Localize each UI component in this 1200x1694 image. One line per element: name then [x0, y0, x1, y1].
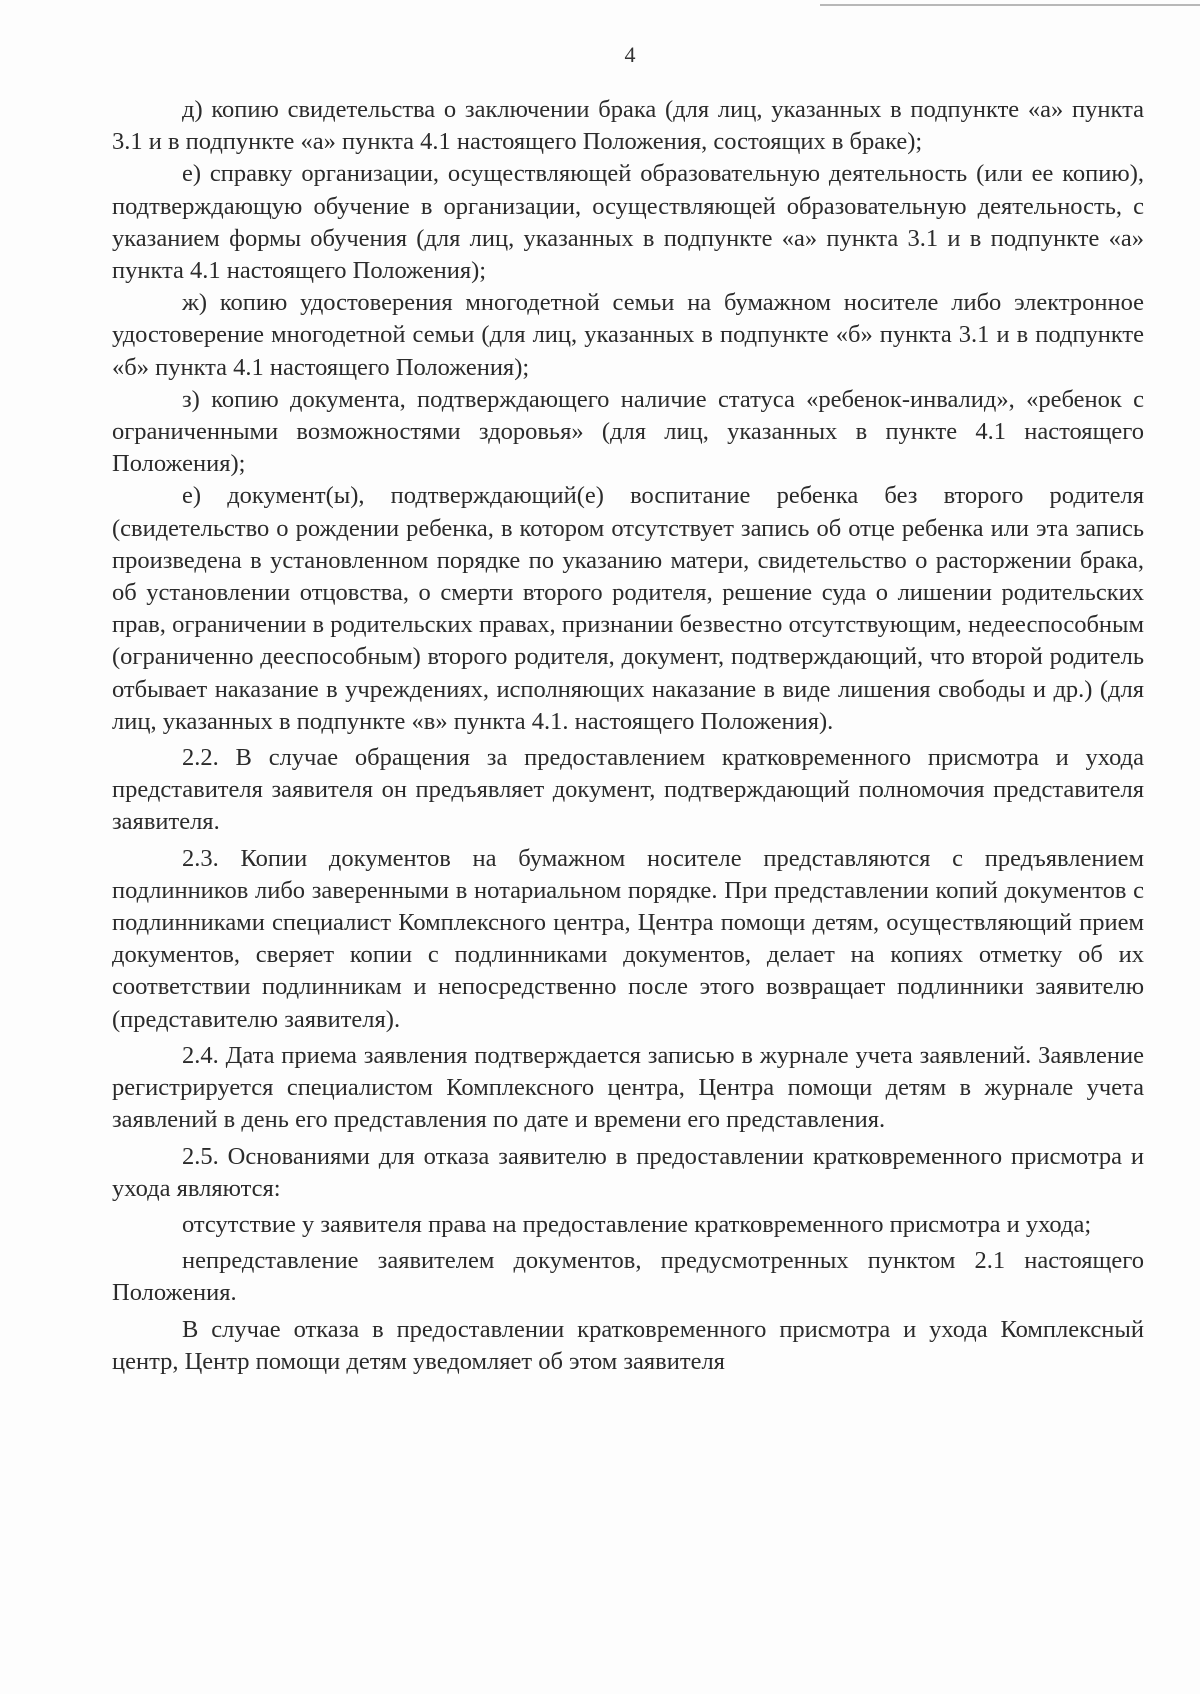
paragraph-2-5: 2.5. Основаниями для отказа заявителю в предоставлении кратковременного присмотра и ухода являются: [112, 1142, 1144, 1202]
paragraph-refusal-reason-1: отсутствие у заявителя права на предоставление кратковременного присмотра и ухода; [182, 1210, 1092, 1238]
paragraph-refusal-reason-2: непредставление заявителем документов, предусмотренных пунктом 2.1 настоящего Положения. [112, 1247, 1144, 1307]
page-number: 4 [624, 42, 636, 67]
paragraph-item-zh: ж) копию удостоверения многодетной семьи на бумажном носителе либо электронное удостоверение многодетной семьи (для лиц, указанных в подпункте «б» пункта 3.1 и в подпункте «б» пункта 4.1 настоящего Положения); [112, 289, 1144, 381]
paragraph-item-e-certificate: е) справку организации, осуществляющей образовательную деятельность (или ее копию), подтверждающую обучение в организации, осуществляющей образовательную деятельность, с указанием формы обучения (для лиц, указанных в подпункте «а» пункта 3.1 и в подпункте «а» пункта 4.1 настоящего Положения); [112, 160, 1144, 285]
paragraph-item-z: з) копию документа, подтверждающего наличие статуса «ребенок-инвалид», «ребенок с ограниченными возможностями здоровья» (для лиц, указанных в пункте 4.1 настоящего Положения); [112, 385, 1144, 478]
paragraph-2-3: 2.3. Копии документов на бумажном носителе представляются с предъявлением подлинников либо заверенными в нотариальном порядке. При представлении копий документов с подлинниками специалист Комплексного центра, Центра помощи детям, осуществляющий прием документов, сверяет копии с подлинниками документов, делает на копиях отметку об их соответствии подлинникам и непосредственно после этого возвращает подлинники заявителю (представителю заявителя). [112, 844, 1144, 1033]
top-border-line [820, 4, 1200, 6]
paragraph-refusal-notice: В случае отказа в предоставлении кратковременного присмотра и ухода Комплексный центр, Центр помощи детям уведомляет об этом заявителя [112, 1315, 1144, 1375]
paragraph-2-2: 2.2. В случае обращения за предоставлением кратковременного присмотра и ухода представителя заявителя он предъявляет документ, подтверждающий полномочия представителя заявителя. [112, 744, 1144, 836]
paragraph-item-e-documents: е) документ(ы), подтверждающий(е) воспитание ребенка без второго родителя (свидетельство о рождении ребенка, в котором отсутствует запись об отце ребенка или эта запись произведена в установленном порядке по указанию матери, свидетельство о расторжении брака, об установлении отцовства, о смерти второго родителя, решение суда о лишении родительских прав, ограничении в родительских правах, признании безвестно отсутствующим, недееспособным (ограниченно дееспособным) второго родителя, документ, подтверждающий, что второй родитель отбывает наказание в учреждениях, исполняющих наказание в виде лишения свободы и др.) (для лиц, указанных в подпункте «в» пункта 4.1. настоящего Положения). [112, 482, 1144, 735]
paragraph-item-d: д) копию свидетельства о заключении брака (для лиц, указанных в подпункте «а» пункта 3.1 и в подпункте «а» пункта 4.1 настоящего Положения, состоящих в браке); [112, 96, 1144, 156]
paragraph-2-4: 2.4. Дата приема заявления подтверждается записью в журнале учета заявлений. Заявление регистрируется специалистом Комплексного центра, Центра помощи детям в журнале учета заявлений в день его представления по дате и времени его представления. [112, 1041, 1144, 1134]
document-body [112, 94, 1144, 1378]
